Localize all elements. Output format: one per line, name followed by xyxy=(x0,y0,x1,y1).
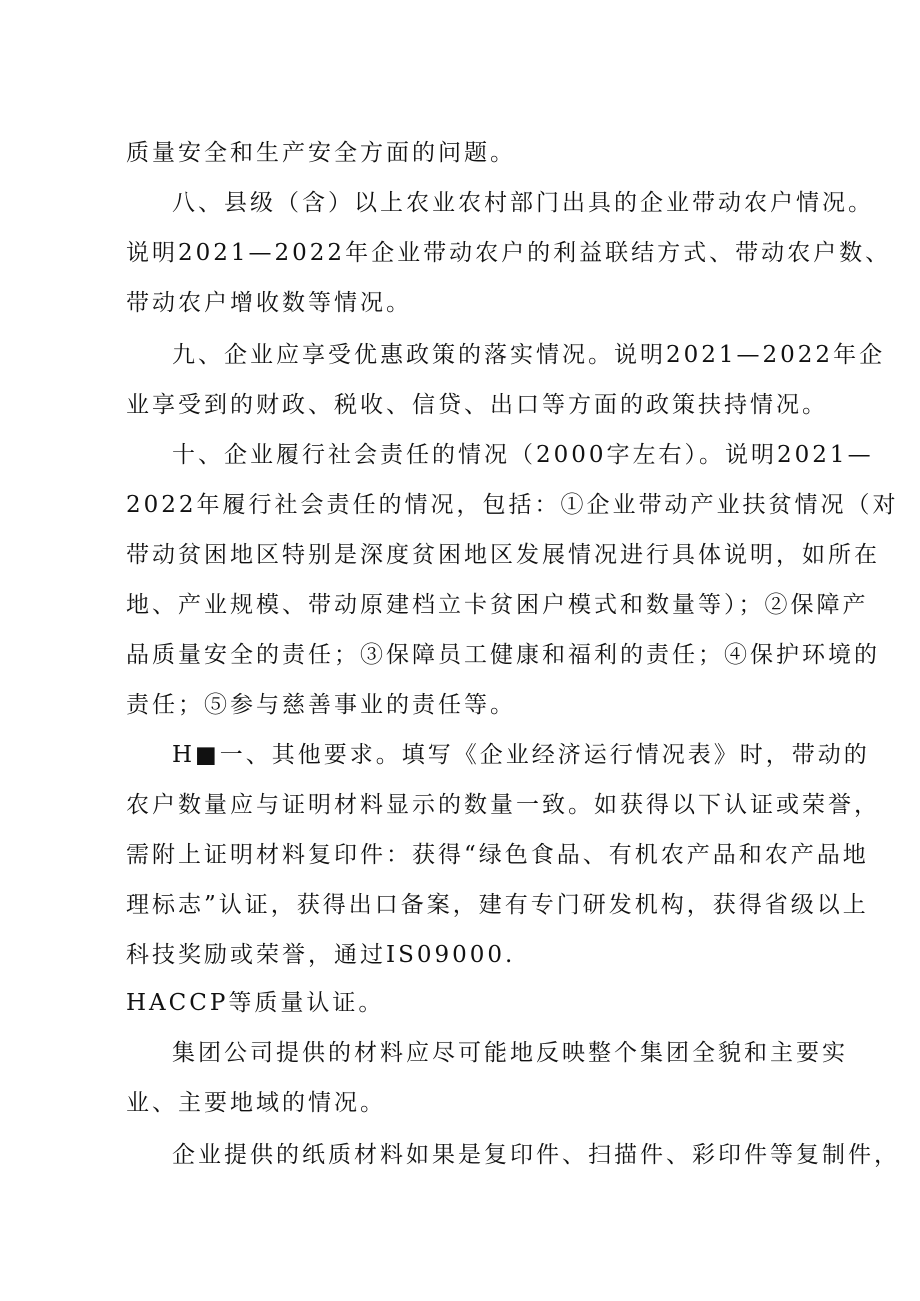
text-line: 品质量安全的责任；③保障员工健康和福利的责任；④保护环境的 xyxy=(126,642,880,668)
text-line: 业享受到的财政、税收、信贷、出口等方面的政策扶持情况。 xyxy=(126,392,828,418)
text-line: 2022年履行社会责任的情况，包括：①企业带动产业扶贫情况（对 xyxy=(126,492,899,518)
text-line: 说明2021—2022年企业带动农户的利益联结方式、带动农户数、 xyxy=(126,240,892,266)
text-line: 集团公司提供的材料应尽可能地反映整个集团全貌和主要实 xyxy=(172,1040,848,1066)
text-line: 质量安全和生产安全方面的问题。 xyxy=(126,140,516,166)
text-line: 地、产业规模、带动原建档立卡贫困户模式和数量等）；②保障产 xyxy=(126,592,869,618)
text-line: 九、企业应享受优惠政策的落实情况。说明2021—2022年企 xyxy=(172,342,886,368)
text-line: 农户数量应与证明材料显示的数量一致。如获得以下认证或荣誉， xyxy=(126,792,880,818)
text-line: HACCP等质量认证。 xyxy=(126,990,385,1016)
text-line: 理标志”认证，获得出口备案，建有专门研发机构，获得省级以上 xyxy=(126,892,869,918)
text-line: 十、企业履行社会责任的情况（2000字左右）。说明2021— xyxy=(172,442,874,468)
text-line: 八、县级（含）以上农业农村部门出具的企业带动农户情况。 xyxy=(172,190,874,216)
text-line: 企业提供的纸质材料如果是复印件、扫描件、彩印件等复制件， xyxy=(172,1142,900,1168)
text-line: 责任；⑤参与慈善事业的责任等。 xyxy=(126,692,516,718)
text-line: 带动贫困地区特别是深度贫困地区发展情况进行具体说明，如所在 xyxy=(126,542,880,568)
text-line: H■一、其他要求。填写《企业经济运行情况表》时，带动的 xyxy=(172,742,870,768)
text-line: 业、主要地域的情况。 xyxy=(126,1090,386,1116)
text-line: 需附上证明材料复印件：获得“绿色食品、有机农产品和农产品地 xyxy=(126,842,869,868)
text-line: 科技奖励或荣誉，通过IS09000. xyxy=(126,942,516,968)
text-line: 带动农户增收数等情况。 xyxy=(126,290,412,316)
